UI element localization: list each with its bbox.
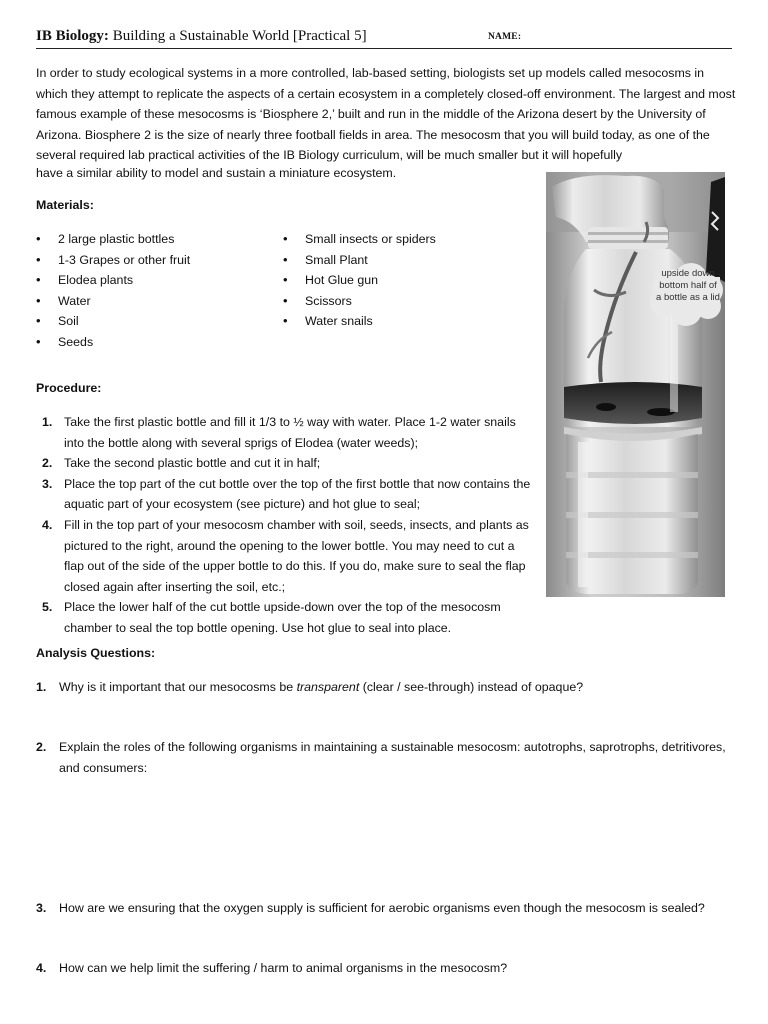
document-title: [36, 28, 367, 45]
question-text: How can we help limit the suffering / harm to animal organisms in the mesocosm?: [59, 961, 508, 975]
caption-line: upside down: [661, 268, 715, 279]
list-item: • Hot Glue gun: [283, 270, 436, 291]
list-item: • Small Plant: [283, 250, 436, 271]
step-number: 3.: [42, 476, 53, 491]
question-text: [36, 677, 736, 698]
course-name: IB Biology:: [36, 28, 109, 44]
question-number: 2.: [36, 740, 47, 754]
page-header: [36, 28, 732, 49]
list-item: • 1-3 Grapes or other fruit: [36, 250, 190, 271]
step-text: Place the lower half of the cut bottle upside-down over the top of the mesocosm chamber to seal the top bottle opening. Use hot glue to seal into place.: [64, 600, 501, 635]
step-number: 4.: [42, 517, 53, 532]
caption-line: bottom half of: [659, 280, 717, 291]
procedure-step: [36, 474, 536, 515]
list-item: • Small insects or spiders: [283, 229, 436, 250]
list-item: • Soil: [36, 311, 190, 332]
question-text-part: (clear / see-through) instead of opaque?: [359, 680, 584, 694]
step-number: 5.: [42, 600, 53, 615]
step-text: Take the second plastic bottle and cut it in half;: [64, 456, 321, 471]
step-text: Fill in the top part of your mesocosm chamber with soil, seeds, insects, and plants as pictured to the right, around the opening to the lower bottle. You may need to cut a flap out of the side of the upper bottle to do this. If you do, make sure to seal the flap closed again after inserting the soil, etc.;: [64, 517, 529, 594]
question-text-part: Why is it important that our mesocosms be: [59, 680, 297, 694]
question-number: 1.: [36, 680, 47, 694]
step-text: Place the top part of the cut bottle over the top of the first bottle that now contains the aquatic part of your ecosystem (see picture) and hot glue to seal;: [64, 476, 531, 512]
analysis-heading: Analysis Questions:: [36, 646, 156, 660]
procedure-step: [36, 515, 536, 597]
materials-heading: Materials:: [36, 198, 94, 212]
question-4: [36, 958, 736, 979]
question-2: [36, 737, 736, 778]
emphasis-word: transparent: [296, 680, 360, 694]
list-item: • Seeds: [36, 332, 190, 353]
step-number: 1.: [42, 415, 53, 429]
procedure-list: [36, 412, 536, 639]
question-1: [36, 677, 736, 698]
question-number: 3.: [36, 901, 47, 915]
practical-title: Building a Sustainable World [Practical 5]: [108, 28, 367, 44]
question-3: [36, 898, 736, 919]
procedure-step: [36, 597, 536, 638]
step-text: Take the first plastic bottle and fill it 1/3 to ½ way with water. Place 1-2 water snails into the bottle along with several sprigs of Elodea (water weeds);: [64, 415, 516, 450]
question-number: 4.: [36, 961, 47, 975]
materials-list-right: [283, 229, 436, 332]
name-label: NAME:: [488, 32, 522, 42]
list-item: • Elodea plants: [36, 270, 190, 291]
intro-paragraph: In order to study ecological systems in a more controlled, lab-based setting, biologists set up models called mesocosms in which they attempt to replicate the aspects of a certain ecosystem in a completely closed-off environment. The largest and most famous example of these mesocosms is ‘Biosphere 2,’ built and run in the middle of the Arizona desert by the University of Arizona. Biosphere 2 is the size of nearly three football fields in area. The mesocosm that you will build today, as one of the several required lab practical activities of the IB Biology curriculum, will be much smaller but it will hopefully: [36, 66, 736, 162]
list-item: • Water: [36, 291, 190, 312]
question-text: How are we ensuring that the oxygen supply is sufficient for aerobic organisms even though the mesocosm is sealed?: [59, 901, 705, 915]
procedure-step: [36, 453, 536, 474]
procedure-step: [36, 412, 536, 453]
materials-list-left: [36, 229, 190, 353]
list-item: • Scissors: [283, 291, 436, 312]
list-item: • Water snails: [283, 311, 436, 332]
mesocosm-photo: [546, 172, 725, 597]
bottle-photo-illustration: [546, 172, 725, 597]
list-item: • 2 large plastic bottles: [36, 229, 190, 250]
caption-line: a bottle as a lid: [656, 292, 720, 303]
intro-paragraph-end: have a similar ability to model and sustain a miniature ecosystem.: [36, 166, 397, 180]
procedure-heading: Procedure:: [36, 381, 102, 395]
question-text: Explain the roles of the following organisms in maintaining a sustainable mesocosm: autotrophs, saprotrophs, detritivores, and consumers:: [59, 740, 726, 775]
step-number: 2.: [42, 456, 53, 471]
